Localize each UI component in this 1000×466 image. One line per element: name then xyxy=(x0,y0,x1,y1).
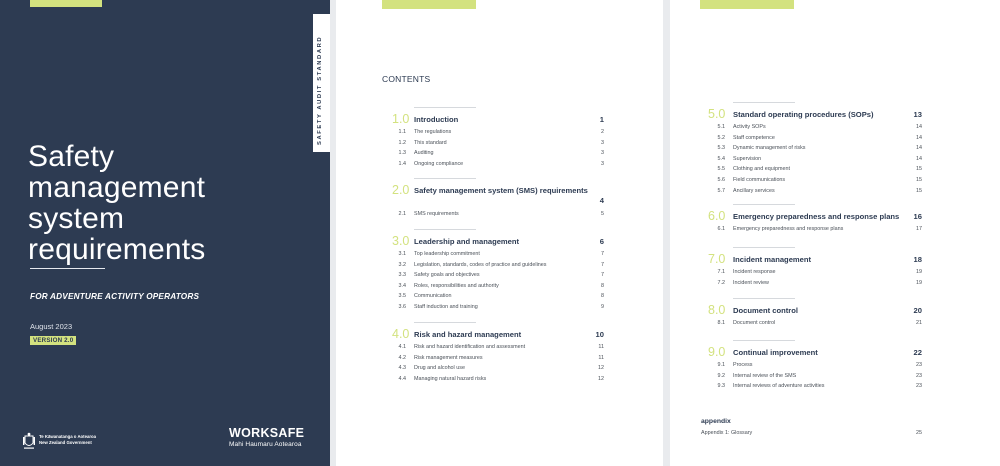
section-number: 4.0 xyxy=(392,327,410,341)
entry-page-number: 7 xyxy=(601,251,604,257)
gov-logo-maori: Te Kāwanatanga o Aotearoa xyxy=(39,434,97,439)
entry-title: Internal reviews of adventure activities xyxy=(733,383,825,390)
entry-page-number: 9 xyxy=(601,304,604,310)
section-divider xyxy=(414,107,476,108)
section-title: Continual improvement xyxy=(733,348,818,357)
section-title: Leadership and management xyxy=(414,237,520,246)
entry-number: 8.1 xyxy=(717,320,725,326)
section-number: 6.0 xyxy=(708,209,726,223)
section-page-number: 1 xyxy=(599,115,604,124)
cover-date: August 2023 xyxy=(30,322,73,331)
entry-number: 2.1 xyxy=(398,211,406,217)
nz-government-logo xyxy=(22,431,102,453)
section-number: 8.0 xyxy=(708,303,726,317)
section-number: 2.0 xyxy=(392,183,410,197)
entry-title: Ancillary services xyxy=(733,187,775,194)
entry-title: Auditing xyxy=(414,150,434,157)
entry-number: 3.1 xyxy=(398,251,406,257)
section-divider xyxy=(733,340,795,341)
entry-number: 3.4 xyxy=(398,282,406,289)
entry-title: Roles, responsibilities and authority xyxy=(414,282,499,289)
entry-title: Drug and alcohol use xyxy=(414,365,465,372)
worksafe-tagline: Mahi Haumaru Aotearoa xyxy=(229,441,302,448)
entry-title: Ongoing compliance xyxy=(414,160,464,167)
page-accent-bar xyxy=(700,0,794,9)
entry-number: 4.1 xyxy=(398,344,406,350)
entry-title: Document control xyxy=(733,320,776,326)
entry-title: This standard xyxy=(414,139,447,146)
entry-title: Staff competence xyxy=(733,134,775,141)
entry-page-number: 14 xyxy=(916,134,922,141)
section-page-number: 18 xyxy=(913,255,922,264)
section-divider xyxy=(733,102,795,103)
entry-page-number: 14 xyxy=(916,145,922,152)
entry-page-number: 15 xyxy=(916,166,922,173)
entry-title: Dynamic management of risks xyxy=(733,145,806,152)
entry-page-number: 3 xyxy=(601,139,604,146)
section-number: 1.0 xyxy=(392,112,410,126)
worksafe-logo xyxy=(229,427,304,448)
entry-number: 3.2 xyxy=(398,261,406,268)
entry-page-number: 14 xyxy=(916,155,922,162)
section-page-number: 16 xyxy=(913,212,922,221)
entry-title: Top leadership commitment xyxy=(414,251,480,257)
entry-title: Incident response xyxy=(733,269,776,275)
cover-page xyxy=(0,0,330,466)
entry-number: 1.3 xyxy=(398,150,406,157)
entry-title: Supervision xyxy=(733,155,762,162)
section-page-number: 22 xyxy=(913,348,922,357)
entry-page-number: 3 xyxy=(601,160,604,167)
entry-number: 5.6 xyxy=(717,177,725,183)
entry-number: 5.4 xyxy=(717,155,725,162)
entry-page-number: 7 xyxy=(601,261,604,268)
entry-title: Process xyxy=(733,362,753,368)
entry-title: Emergency preparedness and response plans xyxy=(733,226,844,232)
cover-title xyxy=(28,141,288,265)
section-title: Risk and hazard management xyxy=(414,330,522,339)
entry-number: 5.3 xyxy=(717,145,725,152)
cover-subtitle: FOR ADVENTURE ACTIVITY OPERATORS xyxy=(30,292,200,301)
entry-page-number: 14 xyxy=(916,124,922,130)
spine-label: SAFETY AUDIT STANDARD xyxy=(317,35,323,145)
section-number: 5.0 xyxy=(708,107,726,121)
entry-page-number: 8 xyxy=(601,293,604,300)
section-title: Safety management system (SMS) requirements xyxy=(414,186,588,195)
section-page-number: 10 xyxy=(595,330,604,339)
entry-page-number: 15 xyxy=(916,187,922,194)
entry-page-number: 19 xyxy=(916,269,922,275)
gov-logo-english: New Zealand Government xyxy=(39,439,92,445)
entry-title: The regulations xyxy=(414,129,452,135)
contents-page-right xyxy=(670,0,1000,466)
worksafe-wordmark: WORKSAFE xyxy=(229,426,305,440)
entry-title: Internal review of the SMS xyxy=(733,372,797,379)
entry-number: 3.3 xyxy=(398,272,406,279)
entry-title: Risk management measures xyxy=(414,354,483,361)
entry-title: Risk and hazard identification and assessment xyxy=(414,344,526,350)
entry-number: 9.2 xyxy=(717,372,725,379)
entry-page-number: 12 xyxy=(598,375,604,382)
version-badge: VERSION 2.0 xyxy=(30,336,76,345)
entry-title: Activity SOPs xyxy=(733,124,766,130)
entry-number: 3.5 xyxy=(398,293,406,300)
entry-title: Appendix 1: Glossary xyxy=(701,430,753,436)
entry-number: 4.3 xyxy=(398,365,406,372)
entry-title: Staff induction and training xyxy=(414,304,478,310)
entry-title: SMS requirements xyxy=(414,211,459,217)
cover-title-line: management xyxy=(28,171,206,204)
entry-page-number: 2 xyxy=(601,129,604,135)
contents-page-left xyxy=(336,0,663,466)
entry-number: 5.1 xyxy=(717,124,725,130)
entry-number: 5.2 xyxy=(717,134,725,141)
entry-number: 9.1 xyxy=(717,362,725,368)
section-title: Introduction xyxy=(414,115,459,124)
entry-number: 6.1 xyxy=(717,226,725,232)
entry-number: 1.2 xyxy=(398,139,406,146)
entry-page-number: 17 xyxy=(916,226,922,232)
section-title: Standard operating procedures (SOPs) xyxy=(733,110,874,119)
section-page-number: 13 xyxy=(913,110,922,119)
entry-page-number: 23 xyxy=(916,362,922,368)
gov-logo-text xyxy=(39,434,96,445)
entry-number: 4.2 xyxy=(398,354,406,361)
section-divider xyxy=(733,204,795,205)
appendix-heading: appendix xyxy=(701,418,731,425)
section-page-number: 20 xyxy=(913,306,922,315)
cover-title-line: system xyxy=(28,202,125,235)
entry-title: Clothing and equipment xyxy=(733,166,790,173)
cover-title-line: requirements xyxy=(28,233,206,266)
entry-number: 9.3 xyxy=(717,383,725,390)
entry-page-number: 23 xyxy=(916,383,922,390)
entry-title: Incident review xyxy=(733,279,769,286)
entry-page-number: 25 xyxy=(916,430,922,436)
section-divider xyxy=(414,229,476,230)
entry-page-number: 5 xyxy=(601,211,604,217)
entry-page-number: 15 xyxy=(916,177,922,183)
section-title: Document control xyxy=(733,306,798,315)
entry-page-number: 7 xyxy=(601,272,604,279)
section-divider xyxy=(733,298,795,299)
entry-number: 7.1 xyxy=(717,269,725,275)
section-title: Incident management xyxy=(733,255,812,264)
section-number: 3.0 xyxy=(392,234,410,248)
section-page-number: 6 xyxy=(599,237,604,246)
entry-page-number: 21 xyxy=(916,320,922,326)
entry-number: 4.4 xyxy=(398,375,406,382)
section-title: Emergency preparedness and response plans xyxy=(733,212,900,221)
section-divider xyxy=(414,322,476,323)
entry-page-number: 8 xyxy=(601,282,604,289)
contents-heading: CONTENTS xyxy=(382,74,431,84)
entry-page-number: 3 xyxy=(601,150,604,157)
entry-page-number: 19 xyxy=(916,279,922,286)
entry-number: 5.5 xyxy=(717,166,725,173)
coat-of-arms-icon xyxy=(22,432,36,450)
entry-title: Managing natural hazard risks xyxy=(414,375,487,382)
page-accent-bar xyxy=(382,0,476,9)
cover-title-line: Safety xyxy=(28,140,115,173)
cover-divider xyxy=(30,268,105,269)
cover-accent-bar xyxy=(30,0,102,7)
entry-number: 7.2 xyxy=(717,279,725,286)
entry-title: Legislation, standards, codes of practice and guidelines xyxy=(414,261,547,268)
section-number: 7.0 xyxy=(708,252,726,266)
entry-page-number: 11 xyxy=(598,344,604,350)
section-divider xyxy=(733,247,795,248)
entry-page-number: 11 xyxy=(598,354,604,361)
entry-page-number: 23 xyxy=(916,372,922,379)
section-page-number: 4 xyxy=(599,196,604,205)
entry-number: 3.6 xyxy=(398,304,406,310)
entry-title: Safety goals and objectives xyxy=(414,272,480,279)
section-divider xyxy=(414,178,476,179)
entry-number: 1.4 xyxy=(398,160,406,167)
entry-number: 1.1 xyxy=(398,129,406,135)
entry-title: Field communications xyxy=(733,177,786,183)
section-number: 9.0 xyxy=(708,345,726,359)
entry-title: Communication xyxy=(414,293,452,300)
entry-page-number: 12 xyxy=(598,365,604,372)
entry-number: 5.7 xyxy=(717,187,725,194)
